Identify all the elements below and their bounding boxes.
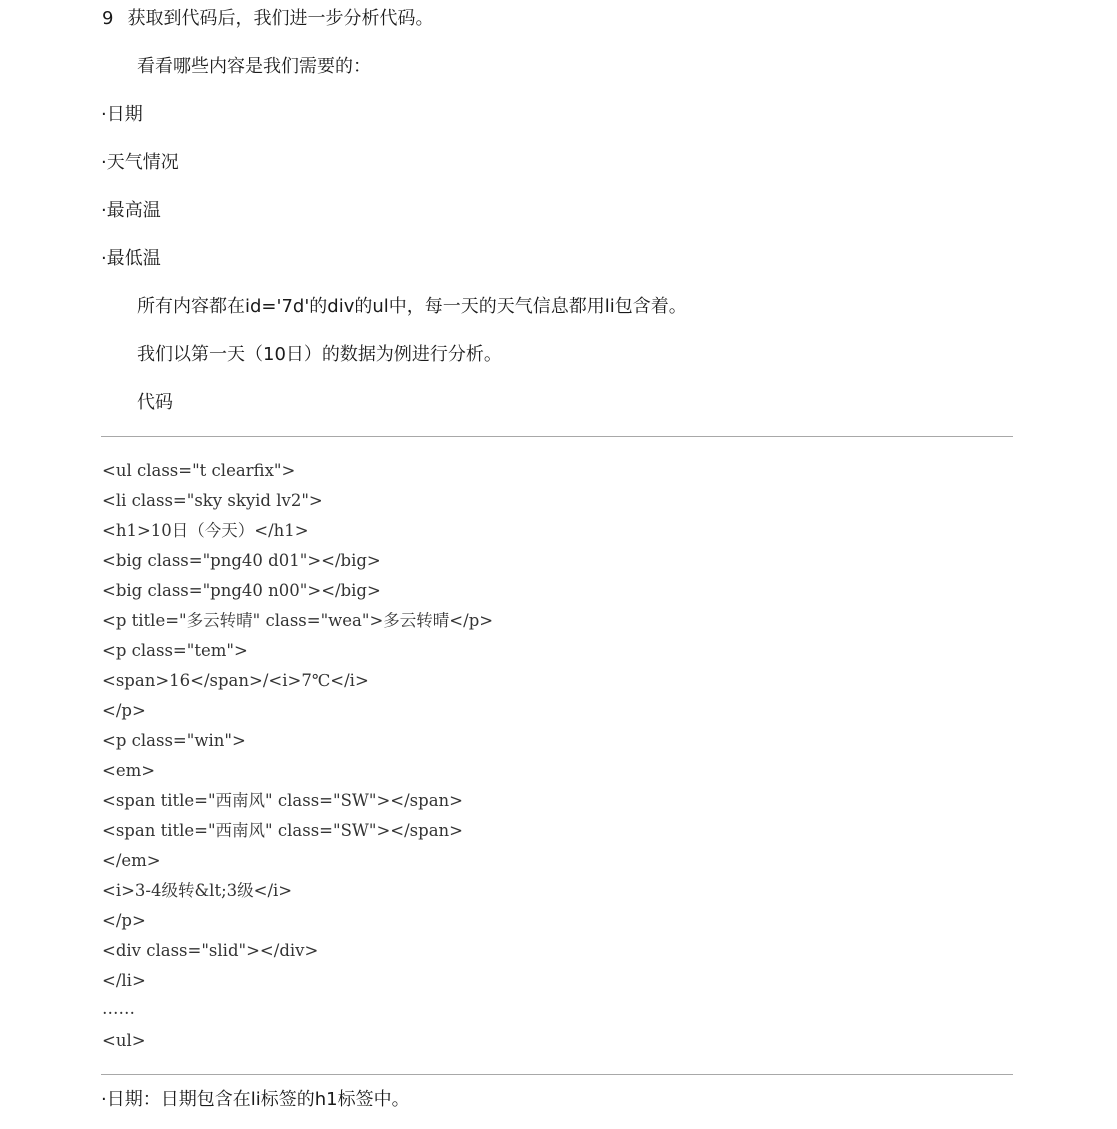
bullet-date: ·日期 [101, 104, 143, 125]
bullet-high-temp: ·最高温 [101, 200, 161, 221]
paragraph-example: 我们以第一天（10日）的数据为例进行分析。 [137, 344, 502, 365]
code-line: <span title="西南风" class="SW"></span> [102, 821, 463, 840]
bullet-low-temp: ·最低温 [101, 248, 161, 269]
code-line: <p title="多云转晴" class="wea">多云转晴</p> [102, 611, 494, 630]
footer-bullet-date: ·日期：日期包含在li标签的h1标签中。 [101, 1089, 410, 1110]
step-title: 获取到代码后，我们进一步分析代码。 [127, 8, 434, 29]
step-number: 9 [102, 8, 114, 29]
code-line: <span title="西南风" class="SW"></span> [102, 791, 463, 810]
code-line: <big class="png40 d01"></big> [102, 551, 381, 570]
code-line: …… [102, 999, 135, 1018]
code-divider-top [101, 436, 1013, 437]
code-line: <em> [102, 761, 156, 780]
code-line: <i>3-4级转&lt;3级</i> [102, 881, 293, 900]
code-line: </li> [102, 971, 146, 990]
paragraph-structure: 所有内容都在id='7d'的div的ul中，每一天的天气信息都用li包含着。 [137, 296, 687, 317]
code-line: <div class="slid"></div> [102, 941, 319, 960]
intro-paragraph: 看看哪些内容是我们需要的： [137, 56, 371, 77]
code-line: <p class="win"> [102, 731, 246, 750]
code-line: </p> [102, 911, 146, 930]
code-line: <big class="png40 n00"></big> [102, 581, 381, 600]
code-line: <ul> [102, 1031, 146, 1050]
paragraph-code-label: 代码 [137, 392, 173, 413]
code-line: <p class="tem"> [102, 641, 248, 660]
code-line: <li class="sky skyid lv2"> [102, 491, 323, 510]
code-line: </p> [102, 701, 146, 720]
code-line: <span>16</span>/<i>7℃</i> [102, 671, 369, 690]
code-line: <h1>10日（今天）</h1> [102, 521, 309, 540]
step-heading [102, 7, 433, 31]
code-line: </em> [102, 851, 161, 870]
bullet-weather: ·天气情况 [101, 152, 179, 173]
code-divider-bottom [101, 1074, 1013, 1075]
code-line: <ul class="t clearfix"> [102, 461, 296, 480]
